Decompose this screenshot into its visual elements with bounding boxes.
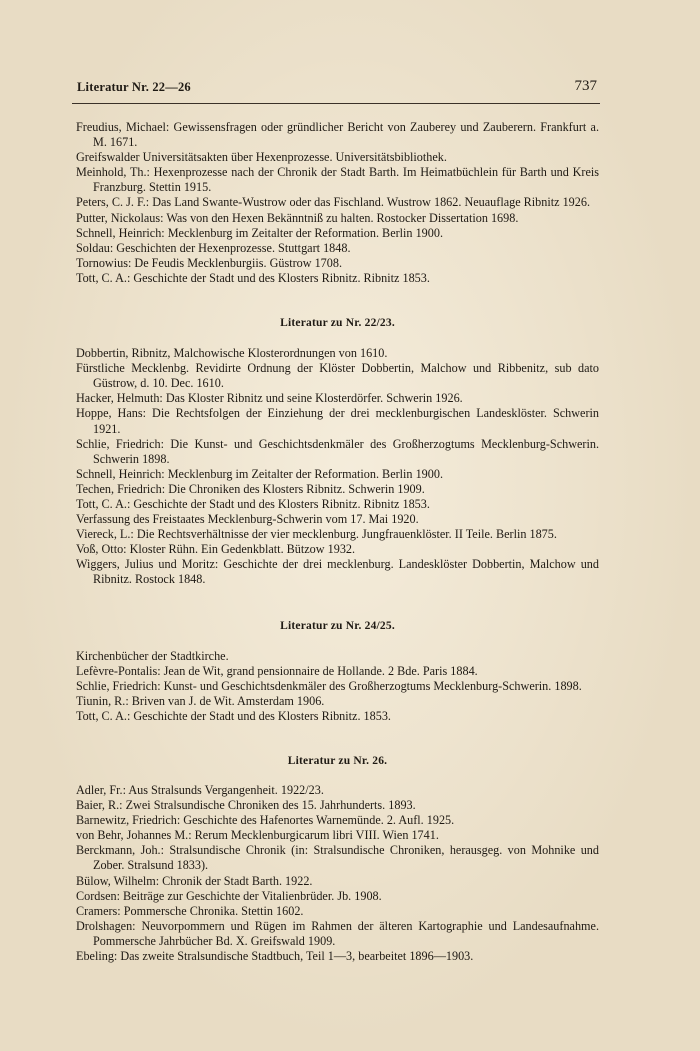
bibliography-entry: Tott, C. A.: Geschichte der Stadt und des Klosters Ribnitz. 1853.	[76, 708, 391, 723]
bibliography-entry: Dobbertin, Ribnitz, Malchowische Klosterordnungen von 1610.	[76, 346, 388, 361]
bibliography-entry: Putter, Nickolaus: Was von den Hexen Bekänntniß zu halten. Rostocker Dissertation 1698.	[76, 210, 519, 225]
bibliography-entry: Cordsen: Beiträge zur Geschichte der Vitalienbrüder. Jb. 1908.	[76, 888, 382, 903]
bibliography-entry: Wiggers, Julius und Moritz: Geschichte der drei mecklenburg. Landesklöster Dobbertin, Malchow und Ribnitz. Rostock 1848.	[76, 557, 599, 587]
bibliography-entry: Adler, Fr.: Aus Stralsunds Vergangenheit. 1922/23.	[76, 783, 324, 797]
bibliography-entry: von Behr, Johannes M.: Rerum Mecklenburgicarum libri VIII. Wien 1741.	[76, 828, 439, 843]
section-title: Literatur zu Nr. 24/25.	[280, 619, 395, 632]
bibliography-entry: Kirchenbücher der Stadtkirche.	[76, 648, 229, 663]
bibliography-entry: Hoppe, Hans: Die Rechtsfolgen der Einziehung der drei mecklenburgischen Landesklöster. Schwerin 1921.	[76, 406, 599, 436]
bibliography-entry: Tornowius: De Feudis Mecklenburgiis. Güstrow 1708.	[76, 255, 343, 270]
bibliography-entry: Freudius, Michael: Gewissensfragen oder gründlicher Bericht von Zauberey und Zauberern. Frankfurt a. M. 1671.	[76, 120, 599, 150]
running-header	[77, 78, 597, 102]
section-list	[76, 649, 599, 724]
bibliography-entry: Bülow, Wilhelm: Chronik der Stadt Barth. 1922.	[76, 873, 313, 888]
bibliography-entry: Cramers: Pommersche Chronika. Stettin 1602.	[76, 903, 304, 918]
section-26	[76, 754, 599, 964]
bibliography-entry: Tiunin, R.: Briven van J. de Wit. Amsterdam 1906.	[76, 693, 325, 708]
bibliography-entry: Berckmann, Joh.: Stralsundische Chronik (in: Stralsundische Chroniken, herausgeg. von Mohnike und Zober. Stralsund 1833).	[76, 843, 599, 873]
bibliography-entry: Barnewitz, Friedrich: Geschichte des Hafenortes Warnemünde. 2. Aufl. 1925.	[76, 813, 455, 828]
page-number: 737	[574, 78, 597, 94]
bibliography-entry: Schnell, Heinrich: Mecklenburg im Zeitalter der Reformation. Berlin 1900.	[76, 225, 443, 240]
bibliography-entry: Drolshagen: Neuvorpommern und Rügen im Rahmen der älteren Kartographie und Landesaufnahme. Pommersche Jahrbücher Bd. X. Greifswald 1909.	[76, 918, 599, 948]
bibliography-entry: Schnell, Heinrich: Mecklenburg im Zeitalter der Reformation. Berlin 1900.	[76, 466, 443, 481]
header-title: Literatur Nr. 22—26	[77, 80, 191, 94]
bibliography-entry: Techen, Friedrich: Die Chroniken des Klosters Ribnitz. Schwerin 1909.	[76, 481, 425, 496]
header-rule	[72, 103, 600, 104]
bibliography-entry: Verfassung des Freistaates Mecklenburg-Schwerin vom 17. Mai 1920.	[76, 512, 419, 527]
bibliography-entry: Meinhold, Th.: Hexenprozesse nach der Chronik der Stadt Barth. Im Heimatbüchlein für Barth und Kreis Franzburg. Stettin 1915.	[76, 165, 599, 195]
bibliography-entry: Viereck, L.: Die Rechtsverhältnisse der vier mecklenburg. Jungfrauenklöster. II Teile. Berlin 1875.	[76, 527, 557, 542]
section-22-23	[76, 316, 599, 588]
section-24-25	[76, 619, 599, 724]
bibliography-entry: Fürstliche Mecklenbg. Revidirte Ordnung der Klöster Dobbertin, Malchow und Ribbenitz, sub dato Güstrow, d. 10. Dec. 1610.	[76, 361, 599, 391]
bibliography-entry: Peters, C. J. F.: Das Land Swante-Wustrow oder das Fischland. Wustrow 1862. Neuauflage Ribnitz 1926.	[76, 195, 591, 210]
bibliography-entry: Ebeling: Das zweite Stralsundische Stadtbuch, Teil 1—3, bearbeitet 1896—1903.	[76, 949, 474, 964]
bibliography	[76, 120, 599, 964]
bibliography-entry: Greifswalder Universitätsakten über Hexenprozesse. Universitätsbibliothek.	[76, 150, 447, 165]
section-list	[76, 783, 599, 964]
intro-list	[76, 120, 599, 286]
section-title: Literatur zu Nr. 22/23.	[280, 317, 395, 330]
section-title: Literatur zu Nr. 26.	[287, 755, 388, 767]
bibliography-entry: Baier, R.: Zwei Stralsundische Chroniken des 15. Jahrhunderts. 1893.	[76, 798, 416, 813]
bibliography-entry: Schlie, Friedrich: Die Kunst- und Geschichtsdenkmäler des Großherzogtums Mecklenburg-Schwerin. Schwerin 1898.	[76, 436, 599, 466]
bibliography-entry: Tott, C. A.: Geschichte der Stadt und des Klosters Ribnitz. Ribnitz 1853.	[76, 496, 430, 511]
section-list	[76, 346, 599, 588]
bibliography-entry: Voß, Otto: Kloster Rühn. Ein Gedenkblatt. Bützow 1932.	[76, 542, 356, 557]
bibliography-entry: Tott, C. A.: Geschichte der Stadt und des Klosters Ribnitz. Ribnitz 1853.	[76, 270, 430, 285]
bibliography-entry: Schlie, Friedrich: Kunst- und Geschichtsdenkmäler des Großherzogtums Mecklenburg-Schwerin. 1898.	[76, 678, 582, 693]
bibliography-entry: Soldau: Geschichten der Hexenprozesse. Stuttgart 1848.	[76, 240, 351, 255]
bibliography-entry: Lefèvre-Pontalis: Jean de Wit, grand pensionnaire de Hollande. 2 Bde. Paris 1884.	[76, 663, 478, 678]
bibliography-entry: Hacker, Helmuth: Das Kloster Ribnitz und seine Klosterdörfer. Schwerin 1926.	[76, 391, 463, 406]
